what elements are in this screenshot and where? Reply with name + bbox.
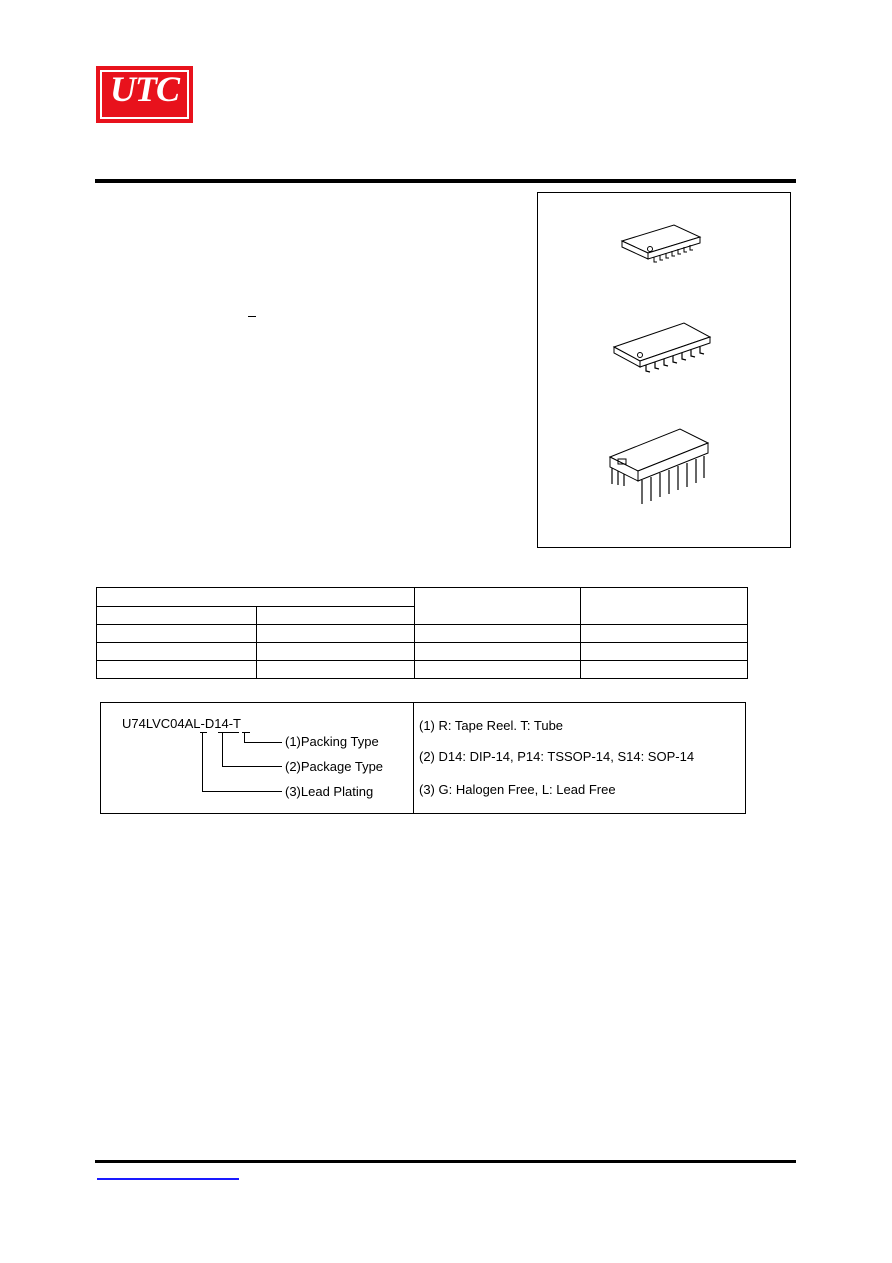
table-cell bbox=[581, 661, 748, 679]
footer-rule bbox=[95, 1160, 796, 1163]
lead-plating-leader bbox=[202, 732, 203, 792]
header-rule bbox=[95, 179, 796, 183]
table-cell bbox=[97, 625, 257, 643]
part-number: U74LVC04AL-D14-T bbox=[122, 716, 241, 731]
utc-logo bbox=[96, 66, 193, 123]
lead-plating-description: (3) G: Halogen Free, L: Lead Free bbox=[419, 782, 616, 797]
packing-type-leader bbox=[244, 742, 282, 743]
package-type-leader bbox=[222, 732, 223, 767]
table-row bbox=[97, 625, 748, 643]
table-cell bbox=[257, 661, 415, 679]
table-cell bbox=[415, 625, 581, 643]
package-type-description: (2) D14: DIP-14, P14: TSSOP-14, S14: SOP-14 bbox=[419, 749, 695, 764]
table-cell bbox=[415, 661, 581, 679]
table-cell bbox=[581, 643, 748, 661]
sop-14-package-icon bbox=[608, 317, 718, 379]
table-header-cell bbox=[581, 588, 748, 625]
package-illustrations bbox=[537, 192, 791, 548]
table-cell bbox=[97, 643, 257, 661]
packing-type-label: (1)Packing Type bbox=[285, 734, 379, 749]
package-type-label: (2)Package Type bbox=[285, 759, 384, 774]
table-header-cell bbox=[257, 607, 415, 625]
code-divider bbox=[413, 703, 414, 813]
package-type-leader bbox=[222, 766, 282, 767]
table-header-cell bbox=[97, 588, 415, 607]
dip-14-package-icon bbox=[604, 425, 714, 511]
logo-text: UTC bbox=[110, 69, 179, 109]
table-row bbox=[97, 661, 748, 679]
packing-type-description: (1) R: Tape Reel. T: Tube bbox=[419, 718, 564, 733]
table-header-cell bbox=[415, 588, 581, 625]
table-row bbox=[97, 643, 748, 661]
table-cell bbox=[257, 625, 415, 643]
ordering-table bbox=[96, 587, 748, 679]
part-code-box bbox=[100, 702, 746, 814]
table-cell bbox=[415, 643, 581, 661]
lead-plating-label: (3)Lead Plating bbox=[285, 784, 374, 799]
table-cell bbox=[257, 643, 415, 661]
overbar-mark bbox=[248, 316, 256, 317]
tssop-14-package-icon bbox=[614, 219, 704, 271]
footer-link[interactable] bbox=[97, 1178, 239, 1180]
table-header-row bbox=[97, 588, 748, 607]
table-cell bbox=[97, 661, 257, 679]
table-cell bbox=[581, 625, 748, 643]
table-header-cell bbox=[97, 607, 257, 625]
lead-plating-leader bbox=[202, 791, 282, 792]
